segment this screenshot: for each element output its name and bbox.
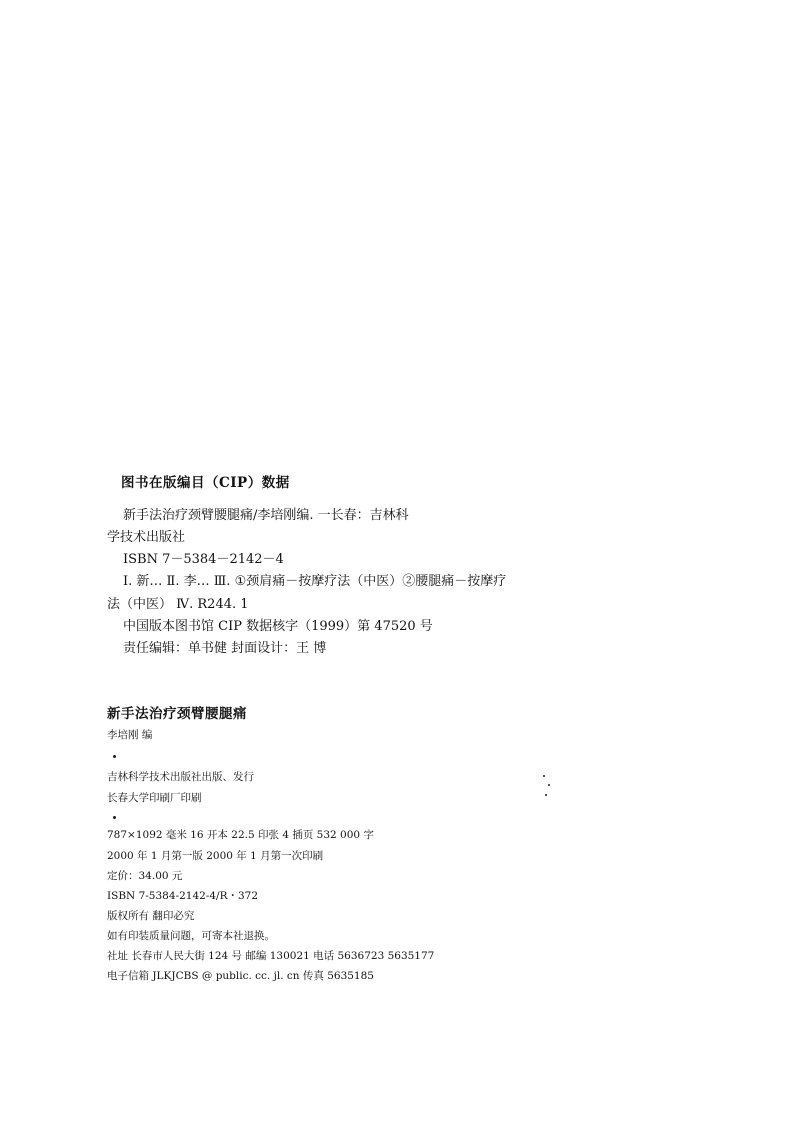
scan-speck [548,784,550,786]
imprint-copyright: 版权所有 翻印必究 [107,910,195,922]
imprint-price: 定价：34.00 元 [107,870,183,882]
imprint-returns: 如有印装质量问题，可寄本社退换。 [107,930,275,942]
cip-verification: 中国版本图书馆 CIP 数据核字（1999）第 47520 号 [123,619,433,634]
cip-publisher-line: 学技术出版社 [107,530,186,545]
imprint-book-title: 新手法治疗颈臂腰腿痛 [107,706,247,722]
cip-subjects-line1: Ⅰ. 新… Ⅱ. 李… Ⅲ. ①颈肩痛－按摩疗法（中医）②腰腿痛－按摩疗 [123,574,507,589]
imprint-edition: 2000 年 1 月第一版 2000 年 1 月第一次印刷 [107,850,324,862]
imprint-author: 李培刚 编 [107,729,153,741]
imprint-publisher: 吉林科学技术出版社出版、发行 [107,771,254,783]
imprint-isbn: ISBN 7-5384-2142-4/R・372 [107,890,259,902]
scan-speck [543,775,545,777]
scan-speck [545,794,547,796]
cip-isbn: ISBN 7－5384－2142－4 [123,552,284,567]
imprint-contact: 电子信箱 JLKJCBS @ public. cc. jl. cn 传真 5635185 [107,970,374,982]
cip-editors: 责任编辑：单书健 封面设计：王 博 [123,641,327,656]
cip-heading: 图书在版编目（CIP）数据 [121,475,290,491]
cip-subjects-line2: 法（中医） Ⅳ. R244. 1 [107,597,249,612]
imprint-printer: 长春大学印刷厂印刷 [107,792,202,804]
imprint-specs: 787×1092 毫米 16 开本 22.5 印张 4 插页 532 000 字 [107,829,374,841]
separator-dot [113,816,116,819]
cip-title-line: 新手法治疗颈臂腰腿痛/李培刚编. 一长春：吉林科 [123,508,409,523]
imprint-address: 社址 长春市人民大街 124 号 邮编 130021 电话 5636723 5635177 [107,950,435,962]
separator-dot [113,755,116,758]
